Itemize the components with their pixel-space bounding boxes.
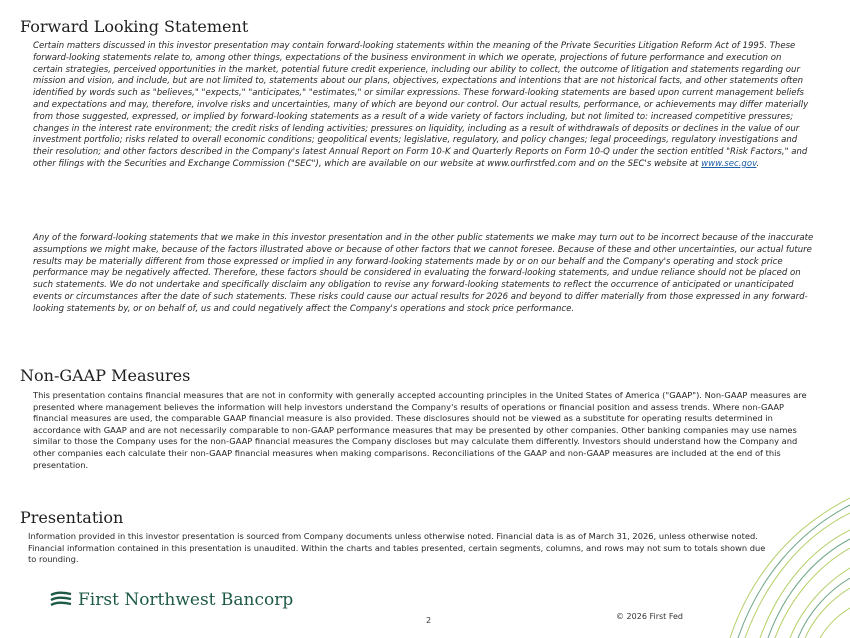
decorative-curves (710, 488, 850, 638)
non-gaap-paragraph: This presentation contains financial measures that are not in conformity with generally accepted accounting principles in the United States of America ("GAAP"). Non-GAAP measures are presented where management believes the information will help investors understand the Company's results of operations or financial position and assess trends. Where non-GAAP financial measures are used, the comparable GAAP financial measure is also provided. These disclosures should not be viewed as a substitute for operating results determined in accordance with GAAP and are not necessarily comparable to non-GAAP performance measures that may be presented by other companies. Other banking companies may use names similar to those the Company uses for the non-GAAP financial measures the Company discloses but may calculate them differently. Investors should understand how the Company and other companies each calculate their non-GAAP financial measures when making comparisons. Reconciliations of the GAAP and non-GAAP measures are included at the end of this presentation. (33, 390, 807, 470)
forward-looking-text-1: Certain matters discussed in this investor presentation may contain forward-looking statements within the meaning of the Private Securities Litigation Reform Act of 1995. These forward-looking statements relate to, among other things, expectations of the business environment in which we operate, projections of future performance and execution on certain strategies, perceived opportunities in the market, potential future credit experience, including our ability to collect, the outcome of litigation and statements regarding our mission and vision, and include, but are not limited to, statements about our plans, objectives, expectations and intentions that are not historical facts, and other statements often identified by words such as "believes," "expects," "anticipates," "estimates," or similar expressions. These forward-looking statements are based upon current management beliefs and expectations and may, therefore, involve risks and uncertainties, many of which are beyond our control. Our actual results, performance, or achievements may differ materially from those suggested, expressed, or implied by forward-looking statements as a result of a wide variety of factors including, but not limited to: increased competitive pressures; changes in the interest rate environment; the credit risks of lending activities; pressures on liquidity, including as a result of withdrawals of deposits or declines in the value of our investment portfolio; risks related to overall economic conditions; geopolitical events; legislative, regulatory, and policy changes; legal proceedings, regulatory investigations and their resolution; and other factors described in the Company's latest Annual Report on Form 10-K and Quarterly Reports on Form 10-Q under the section entitled "Risk Factors," and other filings with the Securities and Exchange Commission ("SEC"), which are available on our website at www.ourfirstfed.com and on the SEC's website at (33, 41, 809, 169)
presentation-paragraph: Information provided in this investor presentation is sourced from Company documents unless otherwise noted. Financial data is as of March 31, 2026, unless otherwise noted. Financial information contained in this presentation is unaudited. Within the charts and tables presented, certain segments, columns, and rows may not sum to totals shown due to rounding. (28, 531, 766, 565)
company-name: First Northwest Bancorp (78, 590, 294, 610)
logo-mark-icon (50, 591, 72, 609)
forward-looking-paragraph-1 (33, 41, 813, 171)
copyright-notice: © 2026 First Fed (616, 612, 683, 621)
forward-looking-text-1-end: . (756, 158, 760, 169)
company-logo (50, 588, 293, 612)
non-gaap-heading: Non-GAAP Measures (20, 366, 191, 385)
presentation-heading: Presentation (20, 508, 124, 527)
sec-website-link[interactable]: www.sec.gov (701, 158, 757, 169)
forward-looking-paragraph-2: Any of the forward-looking statements that we make in this investor presentation and in the other public statements we make may turn out to be incorrect because of the inaccurate assumptions we might make, because of the factors illustrated above or because of other factors that we cannot foresee. Because of these and other uncertainties, our actual future results may be materially different from those expressed or implied in any forward-looking statements made by or on our behalf and the Company's operating and stock price performance may be negatively affected. Therefore, these factors should be considered in evaluating the forward-looking statements, and undue reliance should not be placed on such statements. We do not undertake and specifically disclaim any obligation to revise any forward-looking statements to reflect the occurrence of anticipated or unanticipated events or circumstances after the date of such statements. These risks could cause our actual results for 2026 and beyond to differ materially from those expressed in any forward-looking statements by, or on behalf of, us and could negatively affect the Company's operations and stock price performance. (33, 233, 814, 314)
forward-looking-heading: Forward Looking Statement (20, 17, 249, 36)
page-number: 2 (426, 616, 432, 625)
